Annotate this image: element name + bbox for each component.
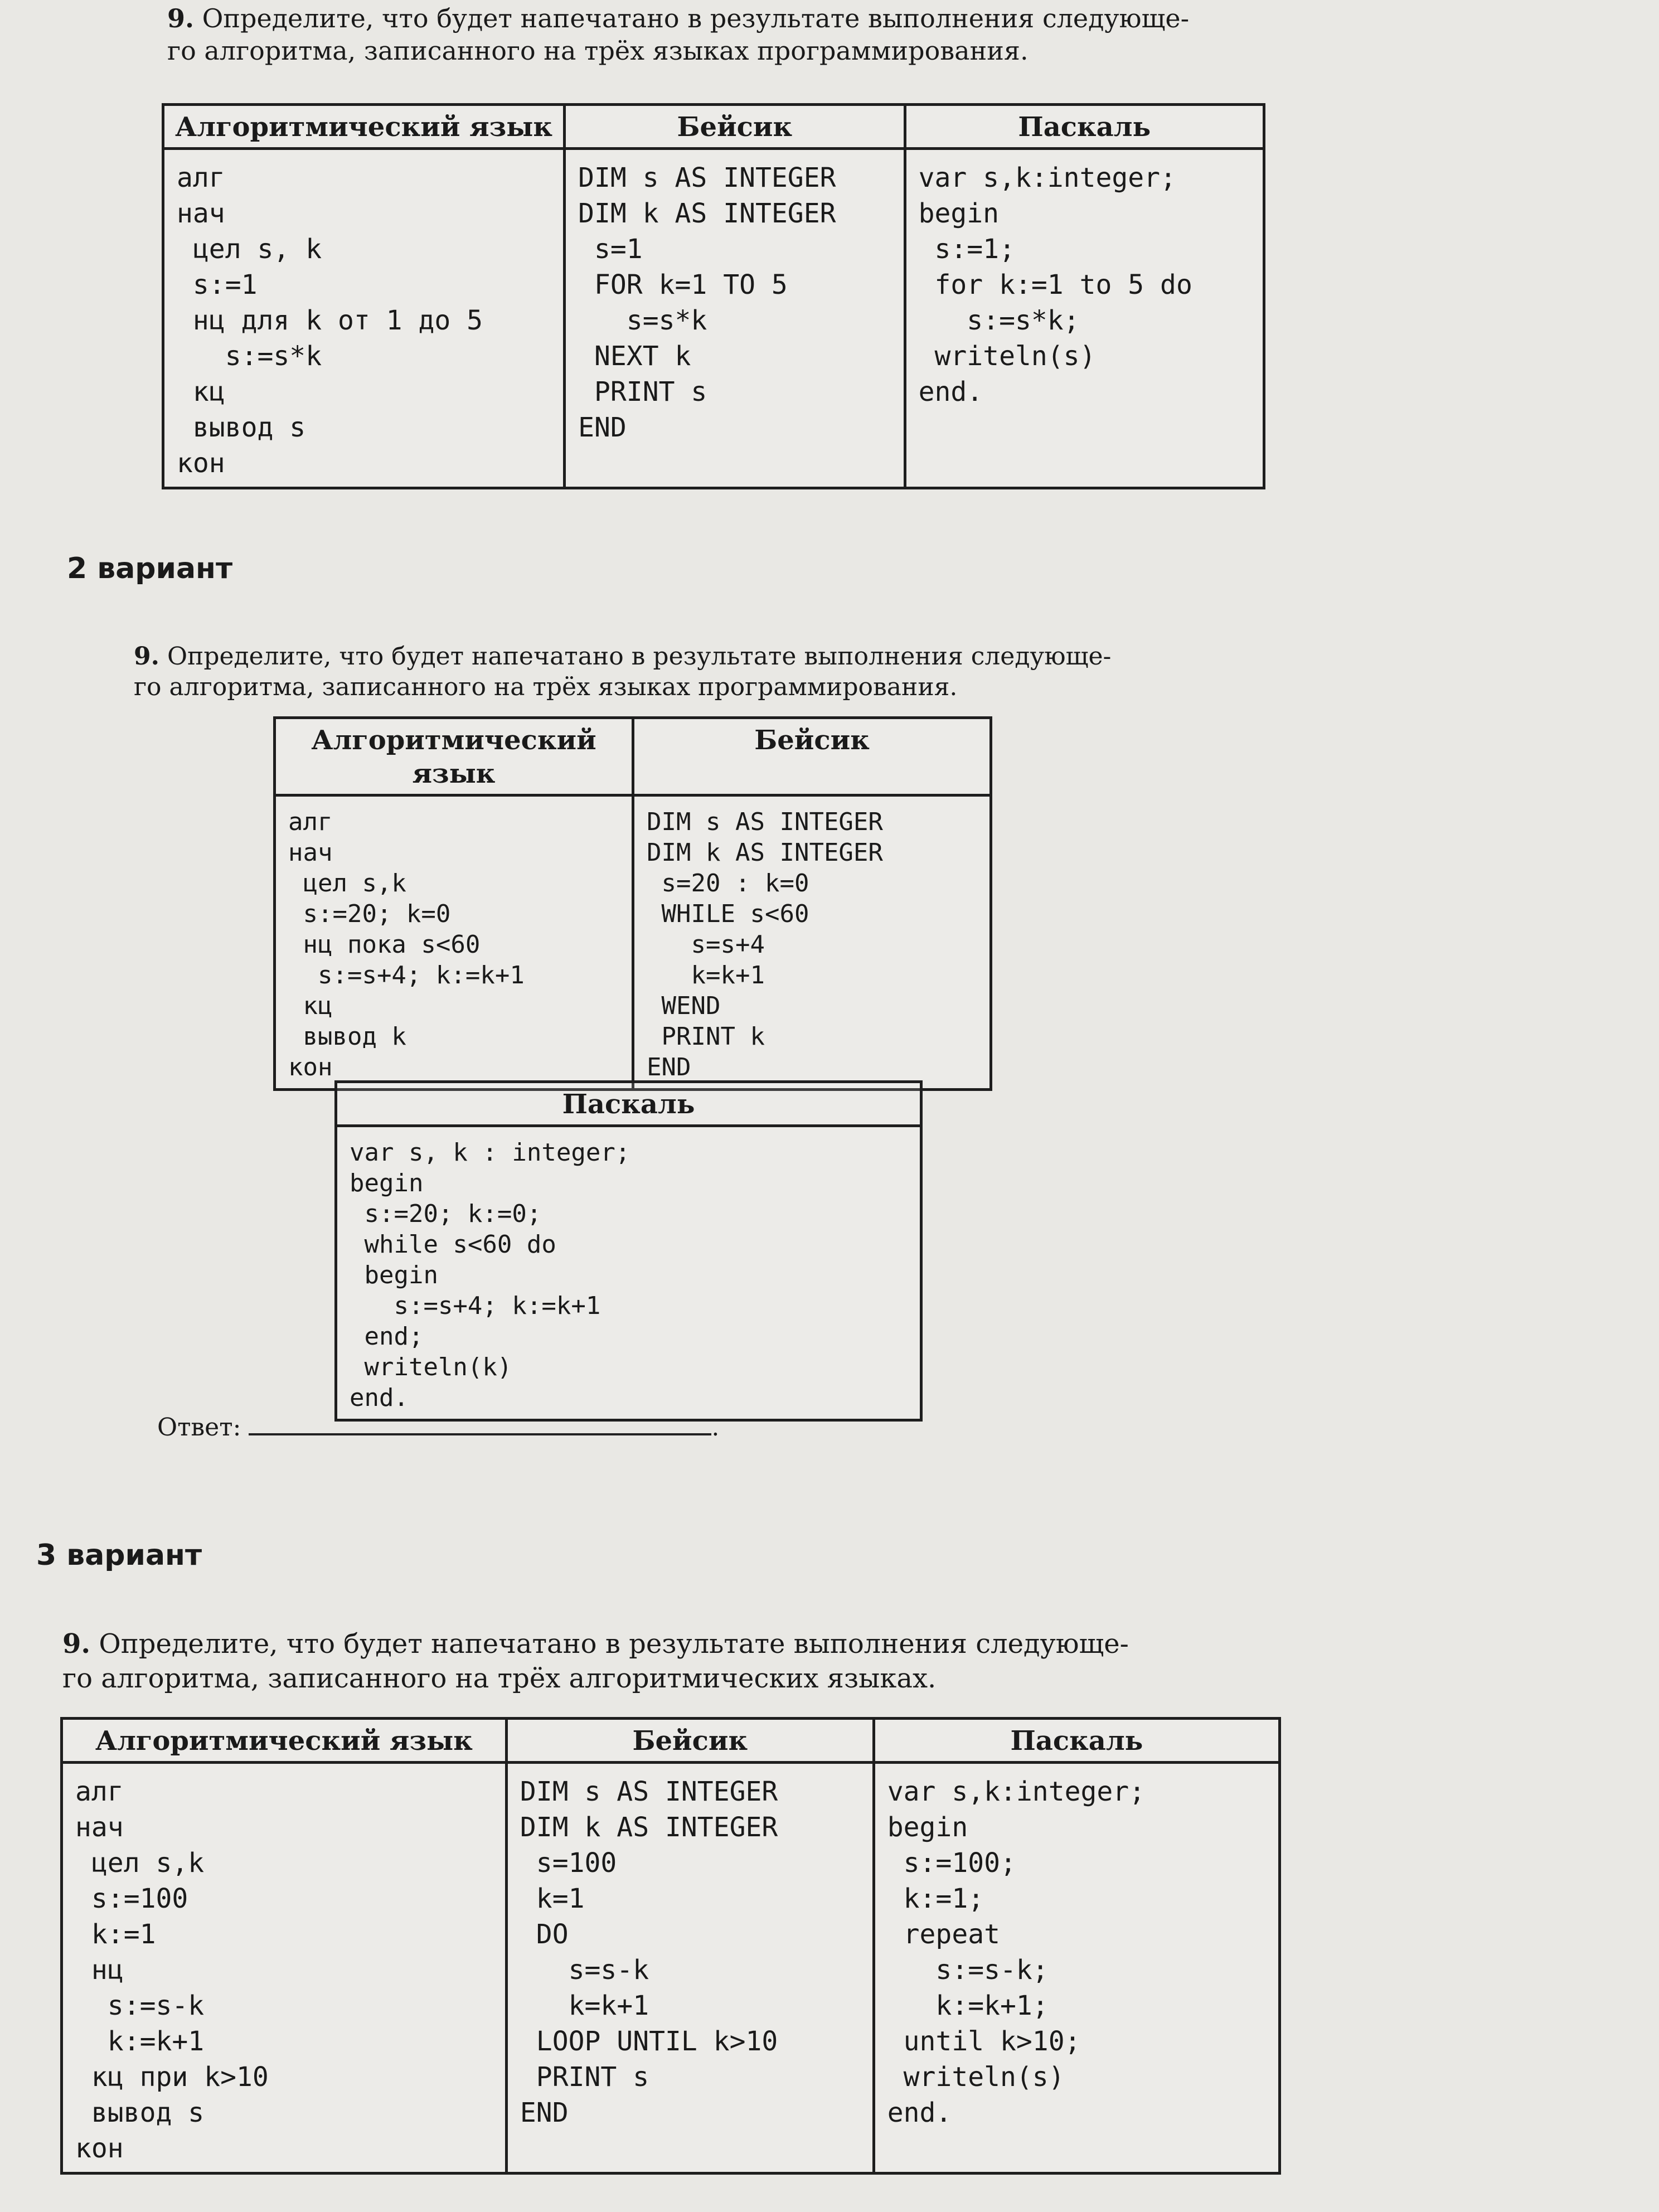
v2-answer: Ответ: . [157, 1413, 720, 1442]
code-line: нц [75, 1954, 124, 1986]
code-line: PRINT s [520, 2061, 649, 2093]
code-line: s=20 : k=0 [647, 869, 809, 898]
code-line: k:=k+1; [887, 1990, 1049, 2021]
v3-task-line2: го алгоритма, записанного на трёх алгоритмических языках. [62, 1663, 937, 1694]
v1-pascal-cell [905, 149, 1264, 488]
code-line: s:=100 [75, 1883, 188, 1914]
code-line: var s, k : integer; [350, 1138, 630, 1167]
code-line: until k>10; [887, 2026, 1081, 2057]
code-line: PRINT k [647, 1022, 765, 1051]
v3-task-line1: Определите, что будет напечатано в результате выполнения следующе- [99, 1628, 1129, 1660]
v3-header-basic: Бейсик [506, 1719, 874, 1763]
code-line: k=k+1 [520, 1990, 649, 2021]
code-line: LOOP UNTIL k>10 [520, 2026, 778, 2057]
code-line: repeat [887, 1919, 1001, 1950]
code-line: s=s+4 [647, 930, 765, 959]
code-line: алг [177, 162, 225, 193]
v2-header-algo: Алгоритмический язык [275, 718, 633, 795]
v2-header-row [275, 718, 991, 795]
v2-heading: 2 вариант [67, 552, 233, 585]
code-line: DIM s AS INTEGER [520, 1776, 778, 1807]
v3-task [62, 1627, 1129, 1696]
code-line: вывод k [288, 1022, 406, 1051]
v2-task-line2: го алгоритма, записанного на трёх языках программирования. [134, 673, 958, 701]
v3-code-row [62, 1763, 1280, 2174]
code-line: цел s,k [75, 1847, 205, 1879]
code-line: begin [918, 198, 1000, 229]
code-line: writeln(s) [887, 2061, 1065, 2093]
code-line: var s,k:integer; [918, 162, 1176, 193]
v1-header-basic: Бейсик [565, 105, 905, 149]
code-line: вывод s [177, 412, 306, 443]
code-line: var s,k:integer; [887, 1776, 1146, 1807]
v3-task-number: 9. [62, 1628, 91, 1660]
v1-code-table [162, 103, 1265, 489]
v2-basic-cell [633, 795, 991, 1090]
code-line: for k:=1 to 5 do [918, 269, 1192, 300]
code-line: END [647, 1053, 691, 1081]
v2-answer-label: Ответ: [157, 1413, 241, 1442]
v2-algo-cell [275, 795, 633, 1090]
code-line: DIM k AS INTEGER [647, 838, 883, 867]
code-line: s:=1; [918, 234, 1015, 265]
code-line: writeln(s) [918, 341, 1096, 372]
v1-header-pascal: Паскаль [905, 105, 1264, 149]
code-line: s=1 [578, 234, 643, 265]
code-line: while s<60 do [350, 1230, 556, 1259]
code-line: end. [887, 2097, 952, 2128]
code-line: s:=20; k:=0; [350, 1200, 542, 1228]
v1-basic-cell [565, 149, 905, 488]
v3-code-table [60, 1717, 1281, 2175]
code-line: end; [350, 1322, 424, 1351]
code-line: нач [288, 838, 333, 867]
v1-algo-cell [163, 149, 565, 488]
code-line: s:=s*k; [918, 305, 1080, 336]
code-line: DIM s AS INTEGER [578, 162, 836, 193]
code-line: writeln(k) [350, 1353, 512, 1381]
v1-task-line1: Определите, что будет напечатано в результате выполнения следующе- [202, 3, 1190, 33]
code-line: кон [288, 1053, 333, 1081]
code-line: NEXT k [578, 341, 691, 372]
code-line: вывод s [75, 2097, 205, 2128]
v3-basic-cell [506, 1763, 874, 2174]
code-line: s:=20; k=0 [288, 900, 451, 928]
v2-code-table [273, 716, 992, 1091]
code-line: FOR k=1 TO 5 [578, 269, 788, 300]
v2-header-basic: Бейсик [633, 718, 991, 795]
code-line: s:=s+4; k:=k+1 [350, 1292, 601, 1320]
code-line: DO [520, 1919, 569, 1950]
code-line: кц при k>10 [75, 2061, 269, 2093]
code-line: k:=1; [887, 1883, 984, 1914]
v2-pascal-header-row [336, 1082, 921, 1126]
v2-task [134, 641, 1111, 702]
code-line: PRINT s [578, 376, 707, 408]
v1-header-algo: Алгоритмический язык [163, 105, 565, 149]
code-line: DIM k AS INTEGER [520, 1812, 778, 1843]
code-line: s:=100; [887, 1847, 1016, 1879]
code-line: s:=s*k [177, 341, 322, 372]
v2-answer-line[interactable] [249, 1414, 711, 1435]
code-line: k=1 [520, 1883, 585, 1914]
code-line: END [520, 2097, 569, 2128]
code-line: DIM k AS INTEGER [578, 198, 836, 229]
code-line: WHILE s<60 [647, 900, 809, 928]
v1-header-row [163, 105, 1264, 149]
code-line: END [578, 412, 627, 443]
code-line: кц [177, 376, 225, 408]
v2-task-line1: Определите, что будет напечатано в результате выполнения следующе- [167, 642, 1112, 671]
v2-code-row [275, 795, 991, 1090]
code-line: begin [887, 1812, 968, 1843]
v2-pascal-cell [336, 1126, 921, 1420]
v3-pascal-cell [874, 1763, 1279, 2174]
v2-pascal-table [334, 1080, 923, 1422]
v1-code-row [163, 149, 1264, 488]
code-line: s:=s-k [75, 1990, 205, 2021]
code-line: нач [177, 198, 225, 229]
code-line: кон [177, 448, 225, 479]
code-line: k:=1 [75, 1919, 156, 1950]
code-line: кц [288, 992, 333, 1020]
code-line: алг [288, 808, 333, 836]
v1-task-line2: го алгоритма, записанного на трёх языках программирования. [167, 36, 1029, 66]
code-line: алг [75, 1776, 124, 1807]
code-line: end. [350, 1384, 409, 1412]
v2-header-pascal: Паскаль [336, 1082, 921, 1126]
v3-heading: 3 вариант [36, 1539, 202, 1572]
code-line: нц для k от 1 до 5 [177, 305, 483, 336]
code-line: нц пока s<60 [288, 930, 481, 959]
code-line: DIM s AS INTEGER [647, 808, 883, 836]
code-line: s=100 [520, 1847, 617, 1879]
code-line: s=s-k [520, 1954, 649, 1986]
code-line: s:=s-k; [887, 1954, 1049, 1986]
v3-header-pascal: Паскаль [874, 1719, 1279, 1763]
code-line: begin [350, 1261, 438, 1289]
v1-task [167, 2, 1189, 67]
code-line: цел s, k [177, 234, 322, 265]
v1-task-number: 9. [167, 3, 195, 33]
code-line: нач [75, 1812, 124, 1843]
v3-header-row [62, 1719, 1280, 1763]
v3-header-algo: Алгоритмический язык [62, 1719, 507, 1763]
code-line: k:=k+1 [75, 2026, 205, 2057]
v2-pascal-row [336, 1126, 921, 1420]
code-line: k=k+1 [647, 961, 765, 989]
v3-algo-cell [62, 1763, 507, 2174]
code-line: s=s*k [578, 305, 707, 336]
code-line: s:=1 [177, 269, 258, 300]
code-line: цел s,k [288, 869, 406, 898]
code-line: end. [918, 376, 983, 408]
v2-task-number: 9. [134, 642, 159, 671]
code-line: begin [350, 1169, 424, 1197]
code-line: кон [75, 2133, 124, 2164]
code-line: WEND [647, 992, 721, 1020]
code-line: s:=s+4; k:=k+1 [288, 961, 525, 989]
